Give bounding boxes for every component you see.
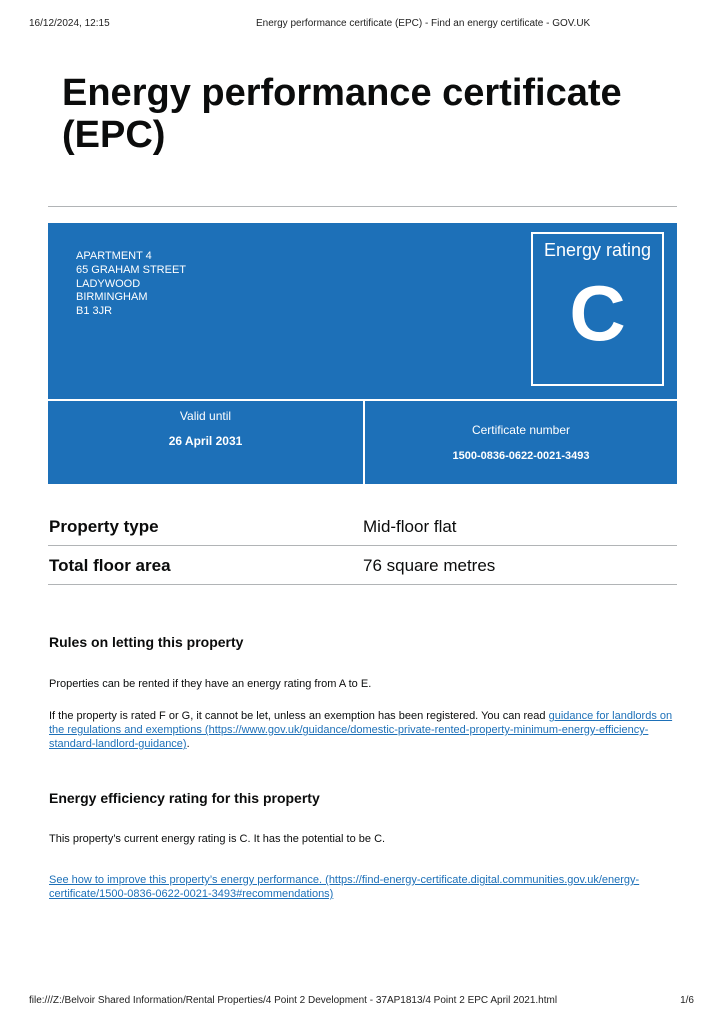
epc-summary-panel <box>48 223 677 484</box>
print-file-path: file:///Z:/Belvoir Shared Information/Rental Properties/4 Point 2 Development - 37AP1813/4 Point 2 EPC April 2021.html <box>29 995 558 1006</box>
valid-until-date: 26 April 2031 <box>168 434 243 448</box>
address-line: LADYWOOD <box>76 277 141 290</box>
energy-rating-label: Energy rating <box>543 240 652 260</box>
floor-area-label: Total floor area <box>49 556 171 575</box>
property-type-row <box>48 507 677 546</box>
certificate-number-value: 1500-0836-0622-0021-3493 <box>452 450 590 462</box>
print-page-title: Energy performance certificate (EPC) - Find an energy certificate - GOV.UK <box>256 18 591 29</box>
valid-until-cell <box>48 401 363 484</box>
page-title: Energy performance certificate (EPC) <box>62 72 622 156</box>
letting-exemptions-text <box>49 709 674 751</box>
letting-rules-heading: Rules on letting this property <box>49 634 244 650</box>
property-type-value: Mid-floor flat <box>363 517 457 536</box>
efficiency-rating-heading: Energy efficiency rating for this property <box>49 790 320 806</box>
divider <box>48 206 677 207</box>
floor-area-value: 76 square metres <box>363 556 496 575</box>
address-line: 65 GRAHAM STREET <box>76 263 187 276</box>
improve-performance-text <box>49 873 674 901</box>
certificate-number-label: Certificate number <box>471 423 571 437</box>
address-line: B1 3JR <box>76 305 113 318</box>
property-type-label: Property type <box>49 517 159 536</box>
efficiency-rating-text: This property’s current energy rating is C. It has the potential to be C. <box>49 833 386 845</box>
energy-rating-box <box>531 232 664 386</box>
address-line: APARTMENT 4 <box>76 250 152 262</box>
property-summary-list <box>48 507 677 585</box>
letting-rules-text: Properties can be rented if they have an energy rating from A to E. <box>49 678 372 690</box>
print-page-counter: 1/6 <box>680 995 694 1006</box>
address-line: BIRMINGHAM <box>76 291 148 304</box>
letting-exemptions-prefix: If the property is rated F or G, it cannot be let, unless an exemption has been registered. You can read <box>49 710 549 722</box>
print-datetime: 16/12/2024, 12:15 <box>29 18 110 29</box>
energy-rating-letter: C <box>569 269 626 357</box>
property-address <box>76 250 186 319</box>
letting-exemptions-suffix: . <box>186 738 190 750</box>
valid-until-label: Valid until <box>179 409 232 423</box>
improve-performance-link[interactable]: See how to improve this property’s energy performance. (https://find-energy-certificate.digital.communities.gov.uk/energy-certificate/1500-0836-0622-0021-3493#recommendations) <box>49 874 640 900</box>
floor-area-row <box>48 546 677 585</box>
certificate-number-cell <box>365 401 677 484</box>
landlord-guidance-link[interactable]: guidance for landlords on the regulations and exemptions (https://www.gov.uk/guidance/domestic-private-rented-property-minimum-energy-efficiency-standard-landlord-guidance) <box>49 710 673 750</box>
